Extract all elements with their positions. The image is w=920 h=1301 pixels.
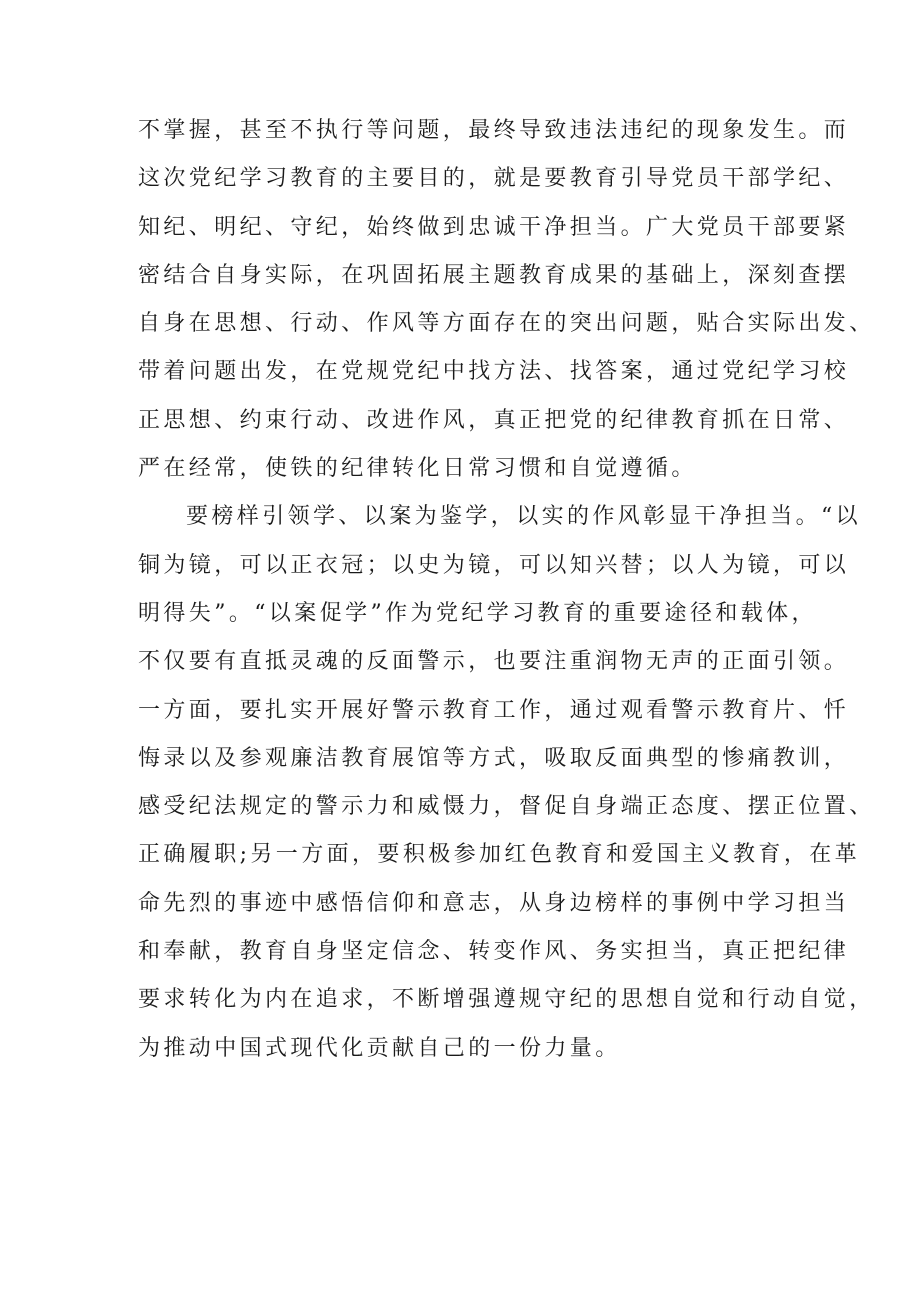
text-line: 铜为镜，可以正衣冠；以史为镜，可以知兴替；以人为镜，可以 [138,552,850,578]
text-line: 一方面，要扎实开展好警示教育工作，通过观看警示教育片、忏 [138,697,850,723]
text-line: 带着问题出发，在党规党纪中找方法、找答案，通过党纪学习校 [138,359,850,385]
text-line: 要求转化为内在追求，不断增强遵规守纪的思想自觉和行动自觉， [138,987,875,1013]
text-line: 为推动中国式现代化贡献自己的一份力量。 [138,1035,621,1061]
text-line: 明得失”。“以案促学”作为党纪学习教育的重要途径和载体， [138,600,817,626]
text-line: 要榜样引领学、以案为鉴学，以实的作风彰显干净担当。“以 [186,504,862,530]
text-line: 悔录以及参观廉洁教育展馆等方式，吸取反面典型的惨痛教训， [138,745,850,771]
text-line: 不掌握，甚至不执行等问题，最终导致违法违纪的现象发生。而 [138,118,850,143]
text-line: 这次党纪学习教育的主要目的，就是要教育引导党员干部学纪、 [138,166,850,192]
text-line: 命先烈的事迹中感悟信仰和意志，从身边榜样的事例中学习担当 [138,890,850,916]
text-line: 严在经常，使铁的纪律转化日常习惯和自觉遵循。 [138,456,697,482]
text-line: 正思想、约束行动、改进作风，真正把党的纪律教育抓在日常、 [138,407,850,433]
paragraph-continuation [138,107,875,493]
text-line: 感受纪法规定的警示力和威慑力，督促自身端正态度、摆正位置、 [138,794,875,820]
text-line: 密结合自身实际，在巩固拓展主题教育成果的基础上，深刻查摆 [138,262,850,288]
text-line: 知纪、明纪、守纪，始终做到忠诚干净担当。广大党员干部要紧 [138,214,850,240]
text-line: 不仅要有直抵灵魂的反面警示，也要注重润物无声的正面引领。 [138,649,850,675]
paragraph-exemplar-learning [138,493,875,1073]
text-line: 正确履职;另一方面，要积极参加红色教育和爱国主义教育，在革 [138,842,861,868]
text-line: 和奉献，教育自身坚定信念、转变作风、务实担当，真正把纪律 [138,939,850,965]
document-body [138,107,875,1073]
text-line: 自身在思想、行动、作风等方面存在的突出问题，贴合实际出发、 [138,311,875,337]
